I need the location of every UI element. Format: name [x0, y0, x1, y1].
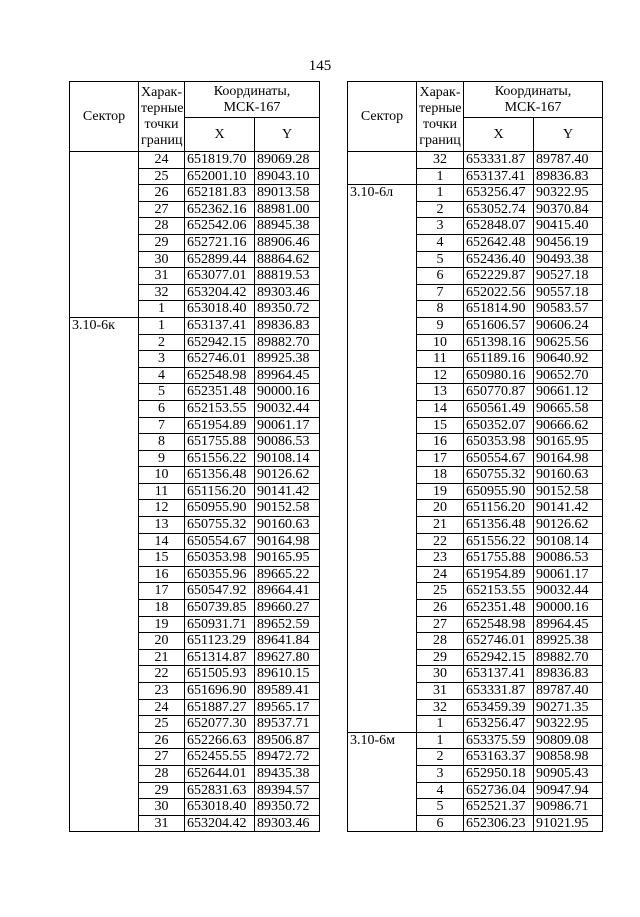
x-cell: 652153.55: [464, 583, 534, 600]
sector-cell: 3.10-6м: [348, 732, 417, 832]
point-cell: 30: [417, 666, 464, 683]
point-cell: 14: [417, 400, 464, 417]
y-cell: 90108.14: [534, 533, 603, 550]
y-cell: 90141.42: [255, 483, 320, 500]
point-cell: 7: [417, 284, 464, 301]
x-cell: 651156.20: [464, 500, 534, 517]
y-cell: 89882.70: [534, 649, 603, 666]
point-cell: 20: [139, 633, 185, 650]
header-coords: Координаты, МСК-167: [185, 82, 320, 118]
y-cell: 90322.95: [534, 716, 603, 733]
header-x: X: [464, 118, 534, 152]
point-cell: 21: [417, 517, 464, 534]
y-cell: 89565.17: [255, 699, 320, 716]
point-cell: 31: [139, 268, 185, 285]
x-cell: 653331.87: [464, 683, 534, 700]
x-cell: 650755.32: [464, 467, 534, 484]
sector-cell: 3.10-6л: [348, 185, 417, 733]
y-cell: 90061.17: [534, 566, 603, 583]
y-cell: 90640.92: [534, 351, 603, 368]
x-cell: 652746.01: [464, 633, 534, 650]
y-cell: 89350.72: [255, 799, 320, 816]
point-cell: 16: [417, 434, 464, 451]
y-cell: 90456.19: [534, 234, 603, 251]
y-cell: 90665.58: [534, 400, 603, 417]
sector-cell: 3.10-6к: [70, 317, 139, 831]
header-x: X: [185, 118, 255, 152]
coordinates-table-right: [347, 81, 603, 832]
point-cell: 17: [139, 583, 185, 600]
y-cell: 90032.44: [534, 583, 603, 600]
header-sector: Сектор: [70, 82, 139, 152]
point-cell: 1: [417, 168, 464, 185]
y-cell: 90126.62: [255, 467, 320, 484]
y-cell: 89665.22: [255, 566, 320, 583]
x-cell: 653256.47: [464, 185, 534, 202]
y-cell: 90583.57: [534, 301, 603, 318]
point-cell: 6: [139, 400, 185, 417]
table-row: [70, 152, 320, 169]
y-cell: 90415.40: [534, 218, 603, 235]
point-cell: 31: [139, 815, 185, 832]
x-cell: 652521.37: [464, 799, 534, 816]
y-cell: 90625.56: [534, 334, 603, 351]
x-cell: 652266.63: [185, 732, 255, 749]
y-cell: 91021.95: [534, 815, 603, 832]
y-cell: 89303.46: [255, 815, 320, 832]
x-cell: 651606.57: [464, 317, 534, 334]
point-cell: 19: [417, 483, 464, 500]
y-cell: 89660.27: [255, 600, 320, 617]
x-cell: 653077.01: [185, 268, 255, 285]
x-cell: 652077.30: [185, 716, 255, 733]
x-cell: 652229.87: [464, 268, 534, 285]
x-cell: 652736.04: [464, 782, 534, 799]
page-number: 145: [308, 58, 332, 74]
x-cell: 651156.20: [185, 483, 255, 500]
x-cell: 653137.41: [464, 168, 534, 185]
y-cell: 90165.95: [255, 550, 320, 567]
x-cell: 652942.15: [464, 649, 534, 666]
x-cell: 653137.41: [185, 317, 255, 334]
point-cell: 28: [139, 218, 185, 235]
point-cell: 19: [139, 616, 185, 633]
x-cell: 652644.01: [185, 765, 255, 782]
point-cell: 2: [417, 749, 464, 766]
x-cell: 652362.16: [185, 201, 255, 218]
y-cell: 90666.62: [534, 417, 603, 434]
x-cell: 652001.10: [185, 168, 255, 185]
x-cell: 652022.56: [464, 284, 534, 301]
y-cell: 90152.58: [255, 500, 320, 517]
sector-cell: [70, 152, 139, 318]
x-cell: 652351.48: [185, 384, 255, 401]
x-cell: 651189.16: [464, 351, 534, 368]
y-cell: 90809.08: [534, 732, 603, 749]
point-cell: 25: [139, 716, 185, 733]
table-row: [348, 185, 603, 202]
point-cell: 30: [139, 251, 185, 268]
y-cell: 89610.15: [255, 666, 320, 683]
point-cell: 32: [417, 152, 464, 169]
y-cell: 90126.62: [534, 517, 603, 534]
right-table-body: [348, 152, 603, 832]
x-cell: 651954.89: [464, 566, 534, 583]
point-cell: 17: [417, 450, 464, 467]
x-cell: 652436.40: [464, 251, 534, 268]
point-cell: 5: [417, 799, 464, 816]
point-cell: 6: [417, 815, 464, 832]
point-cell: 13: [139, 517, 185, 534]
x-cell: 653459.39: [464, 699, 534, 716]
x-cell: 651505.93: [185, 666, 255, 683]
point-cell: 32: [417, 699, 464, 716]
point-cell: 20: [417, 500, 464, 517]
x-cell: 650770.87: [464, 384, 534, 401]
point-cell: 21: [139, 649, 185, 666]
point-cell: 8: [417, 301, 464, 318]
y-cell: 90527.18: [534, 268, 603, 285]
x-cell: 651356.48: [185, 467, 255, 484]
point-cell: 4: [417, 782, 464, 799]
y-cell: 90141.42: [534, 500, 603, 517]
x-cell: 652831.63: [185, 782, 255, 799]
point-cell: 24: [139, 699, 185, 716]
point-cell: 15: [139, 550, 185, 567]
point-cell: 2: [417, 201, 464, 218]
point-cell: 4: [417, 234, 464, 251]
y-cell: 89506.87: [255, 732, 320, 749]
y-cell: 90086.53: [255, 434, 320, 451]
y-cell: 90152.58: [534, 483, 603, 500]
point-cell: 26: [139, 185, 185, 202]
table-row: [348, 152, 603, 169]
x-cell: 650554.67: [464, 450, 534, 467]
y-cell: 89472.72: [255, 749, 320, 766]
y-cell: 89925.38: [534, 633, 603, 650]
x-cell: 653204.42: [185, 284, 255, 301]
coordinates-table-left: [69, 81, 320, 832]
y-cell: 89394.57: [255, 782, 320, 799]
header-y: Y: [255, 118, 320, 152]
x-cell: 652455.55: [185, 749, 255, 766]
x-cell: 651556.22: [185, 450, 255, 467]
point-cell: 4: [139, 367, 185, 384]
point-cell: 12: [139, 500, 185, 517]
point-cell: 27: [417, 616, 464, 633]
point-cell: 26: [139, 732, 185, 749]
y-cell: 90986.71: [534, 799, 603, 816]
y-cell: 89964.45: [255, 367, 320, 384]
left-table-body: [70, 152, 320, 832]
x-cell: 652950.18: [464, 765, 534, 782]
x-cell: 652548.98: [185, 367, 255, 384]
point-cell: 7: [139, 417, 185, 434]
x-cell: 651398.16: [464, 334, 534, 351]
x-cell: 650547.92: [185, 583, 255, 600]
point-cell: 27: [139, 201, 185, 218]
y-cell: 90493.38: [534, 251, 603, 268]
point-cell: 3: [417, 765, 464, 782]
x-cell: 650755.32: [185, 517, 255, 534]
x-cell: 650353.98: [185, 550, 255, 567]
x-cell: 651954.89: [185, 417, 255, 434]
y-cell: 90164.98: [534, 450, 603, 467]
x-cell: 651887.27: [185, 699, 255, 716]
x-cell: 650739.85: [185, 600, 255, 617]
point-cell: 28: [139, 765, 185, 782]
y-cell: 89303.46: [255, 284, 320, 301]
point-cell: 29: [139, 782, 185, 799]
y-cell: 90370.84: [534, 201, 603, 218]
x-cell: 652899.44: [185, 251, 255, 268]
y-cell: 89964.45: [534, 616, 603, 633]
y-cell: 88981.00: [255, 201, 320, 218]
header-points: Харак-терные точки границ: [139, 82, 185, 152]
point-cell: 29: [417, 649, 464, 666]
point-cell: 24: [139, 152, 185, 169]
x-cell: 653375.59: [464, 732, 534, 749]
y-cell: 90160.63: [534, 467, 603, 484]
point-cell: 18: [417, 467, 464, 484]
x-cell: 653163.37: [464, 749, 534, 766]
point-cell: 9: [417, 317, 464, 334]
x-cell: 652548.98: [464, 616, 534, 633]
point-cell: 31: [417, 683, 464, 700]
x-cell: 652542.06: [185, 218, 255, 235]
x-cell: 652848.07: [464, 218, 534, 235]
point-cell: 32: [139, 284, 185, 301]
point-cell: 18: [139, 600, 185, 617]
x-cell: 651556.22: [464, 533, 534, 550]
point-cell: 24: [417, 566, 464, 583]
point-cell: 30: [139, 799, 185, 816]
y-cell: 90652.70: [534, 367, 603, 384]
point-cell: 11: [417, 351, 464, 368]
point-cell: 5: [139, 384, 185, 401]
y-cell: 90108.14: [255, 450, 320, 467]
x-cell: 652153.55: [185, 400, 255, 417]
x-cell: 650352.07: [464, 417, 534, 434]
header-y: Y: [534, 118, 603, 152]
y-cell: 89836.83: [534, 168, 603, 185]
x-cell: 652306.23: [464, 815, 534, 832]
x-cell: 652181.83: [185, 185, 255, 202]
point-cell: 23: [139, 683, 185, 700]
header-coords: Координаты, МСК-167: [464, 82, 603, 118]
x-cell: 651755.88: [185, 434, 255, 451]
x-cell: 653018.40: [185, 799, 255, 816]
x-cell: 650561.49: [464, 400, 534, 417]
x-cell: 652642.48: [464, 234, 534, 251]
point-cell: 25: [417, 583, 464, 600]
point-cell: 14: [139, 533, 185, 550]
point-cell: 25: [139, 168, 185, 185]
point-cell: 16: [139, 566, 185, 583]
header-points: Харак-терные точки границ: [417, 82, 464, 152]
x-cell: 653137.41: [464, 666, 534, 683]
point-cell: 2: [139, 334, 185, 351]
point-cell: 1: [417, 716, 464, 733]
x-cell: 652351.48: [464, 600, 534, 617]
y-cell: 89043.10: [255, 168, 320, 185]
table-row: [70, 317, 320, 334]
x-cell: 651819.70: [185, 152, 255, 169]
y-cell: 89069.28: [255, 152, 320, 169]
y-cell: 90947.94: [534, 782, 603, 799]
point-cell: 5: [417, 251, 464, 268]
y-cell: 90322.95: [534, 185, 603, 202]
y-cell: 90000.16: [534, 600, 603, 617]
y-cell: 88819.53: [255, 268, 320, 285]
y-cell: 89836.83: [255, 317, 320, 334]
x-cell: 650955.90: [185, 500, 255, 517]
point-cell: 22: [139, 666, 185, 683]
point-cell: 1: [139, 317, 185, 334]
point-cell: 3: [417, 218, 464, 235]
point-cell: 13: [417, 384, 464, 401]
y-cell: 89925.38: [255, 351, 320, 368]
y-cell: 89787.40: [534, 152, 603, 169]
point-cell: 28: [417, 633, 464, 650]
x-cell: 651356.48: [464, 517, 534, 534]
x-cell: 650931.71: [185, 616, 255, 633]
point-cell: 10: [417, 334, 464, 351]
point-cell: 6: [417, 268, 464, 285]
y-cell: 90086.53: [534, 550, 603, 567]
y-cell: 90160.63: [255, 517, 320, 534]
point-cell: 1: [139, 301, 185, 318]
y-cell: 89350.72: [255, 301, 320, 318]
x-cell: 650955.90: [464, 483, 534, 500]
point-cell: 8: [139, 434, 185, 451]
point-cell: 23: [417, 550, 464, 567]
x-cell: 650554.67: [185, 533, 255, 550]
point-cell: 26: [417, 600, 464, 617]
point-cell: 15: [417, 417, 464, 434]
y-cell: 88945.38: [255, 218, 320, 235]
x-cell: 652746.01: [185, 351, 255, 368]
table-row: [348, 732, 603, 749]
x-cell: 651814.90: [464, 301, 534, 318]
point-cell: 1: [417, 185, 464, 202]
x-cell: 652721.16: [185, 234, 255, 251]
y-cell: 90557.18: [534, 284, 603, 301]
point-cell: 1: [417, 732, 464, 749]
point-cell: 3: [139, 351, 185, 368]
x-cell: 653204.42: [185, 815, 255, 832]
x-cell: 653256.47: [464, 716, 534, 733]
point-cell: 27: [139, 749, 185, 766]
y-cell: 90606.24: [534, 317, 603, 334]
header-sector: Сектор: [348, 82, 417, 152]
y-cell: 89627.80: [255, 649, 320, 666]
x-cell: 650353.98: [464, 434, 534, 451]
x-cell: 652942.15: [185, 334, 255, 351]
sector-cell: [348, 152, 417, 185]
x-cell: 653018.40: [185, 301, 255, 318]
y-cell: 90165.95: [534, 434, 603, 451]
point-cell: 11: [139, 483, 185, 500]
y-cell: 89537.71: [255, 716, 320, 733]
y-cell: 89589.41: [255, 683, 320, 700]
y-cell: 89664.41: [255, 583, 320, 600]
point-cell: 29: [139, 234, 185, 251]
y-cell: 89882.70: [255, 334, 320, 351]
x-cell: 651314.87: [185, 649, 255, 666]
point-cell: 12: [417, 367, 464, 384]
x-cell: 650980.16: [464, 367, 534, 384]
y-cell: 89836.83: [534, 666, 603, 683]
y-cell: 89652.59: [255, 616, 320, 633]
y-cell: 90905.43: [534, 765, 603, 782]
y-cell: 89435.38: [255, 765, 320, 782]
x-cell: 651755.88: [464, 550, 534, 567]
x-cell: 651696.90: [185, 683, 255, 700]
x-cell: 651123.29: [185, 633, 255, 650]
point-cell: 22: [417, 533, 464, 550]
point-cell: 9: [139, 450, 185, 467]
x-cell: 653331.87: [464, 152, 534, 169]
y-cell: 90661.12: [534, 384, 603, 401]
x-cell: 650355.96: [185, 566, 255, 583]
point-cell: 10: [139, 467, 185, 484]
x-cell: 653052.74: [464, 201, 534, 218]
y-cell: 89013.58: [255, 185, 320, 202]
y-cell: 88906.46: [255, 234, 320, 251]
y-cell: 90164.98: [255, 533, 320, 550]
y-cell: 90858.98: [534, 749, 603, 766]
y-cell: 90061.17: [255, 417, 320, 434]
y-cell: 88864.62: [255, 251, 320, 268]
y-cell: 90000.16: [255, 384, 320, 401]
y-cell: 89641.84: [255, 633, 320, 650]
y-cell: 90032.44: [255, 400, 320, 417]
y-cell: 90271.35: [534, 699, 603, 716]
y-cell: 89787.40: [534, 683, 603, 700]
